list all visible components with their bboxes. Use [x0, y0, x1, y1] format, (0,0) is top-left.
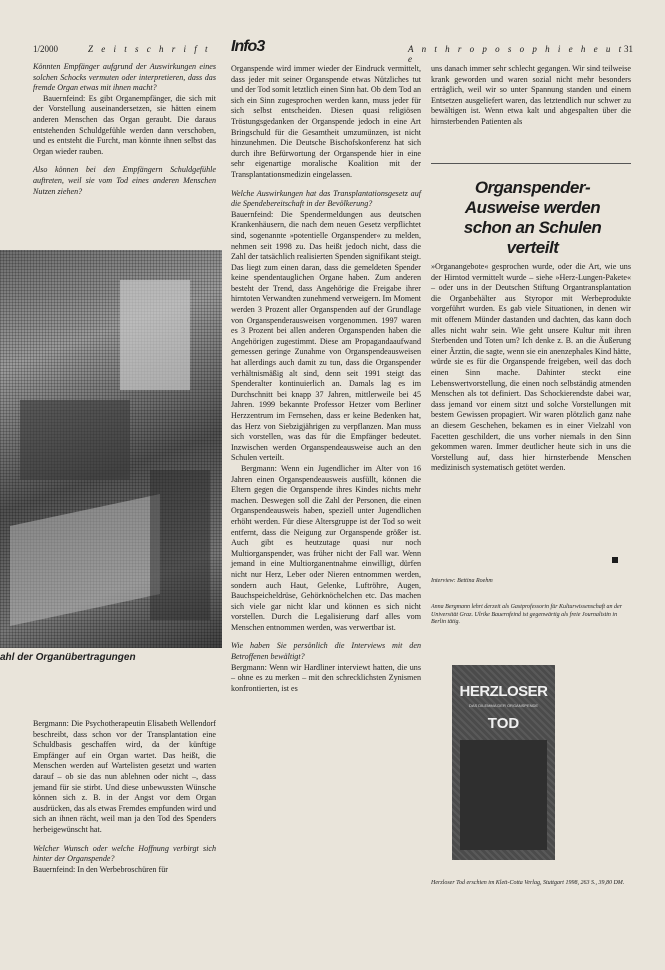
question-paragraph: Wie haben Sie persönlich die Interviews mit den Betroffenen bewältigt?	[231, 641, 421, 662]
magazine-subtitle: A n t h r o p o s o p h i e h e u t e	[408, 44, 625, 64]
magazine-logo: Info3	[231, 38, 265, 55]
page-number: 31	[624, 44, 633, 54]
book-title-line2: TOD	[487, 715, 520, 732]
column-2	[231, 64, 421, 694]
column-1-top	[33, 62, 216, 197]
answer-paragraph: Bergmann: Wenn wir Hardliner interviewt hatten, die uns – ohne es zu merken – mit den schrecklichsten Zynismen konfrontierten, ist es	[231, 662, 421, 693]
issue-number: 1/2000	[33, 44, 59, 54]
page-header	[33, 38, 633, 64]
book-caption: Herzloser Tod erschien im Klett-Cotta Verlag, Stuttgart 1998, 263 S., 39,80 DM.	[431, 880, 625, 886]
question-paragraph: Könnten Empfänger aufgrund der Auswirkungen eines solchen Schocks vermuten oder interpretieren, dass das fremde Organ etwas mit ihnen macht?	[33, 62, 216, 93]
column-3-main	[431, 262, 631, 474]
divider-line	[431, 163, 631, 164]
pull-quote-headline: Organspender-Ausweise werden schon an Schulen verteilt	[463, 178, 602, 257]
question-paragraph: Also können bei den Empfängern Schuldgefühle auftreten, weil sie vom Tod eines anderen Menschen Nutzen ziehen?	[33, 165, 216, 196]
answer-paragraph: Bergmann: Die Psychotherapeutin Elisabeth Wellendorf beschreibt, dass schon vor der Transplantation eine Schuldbasis geschaffen wird, da der künftige Empfänger auf ein Organ wartet. Das heißt, die Menschen werden auf Wartelisten gesetzt und warten darauf – ob sie das nun ablehnen oder nicht –, dass jemand für sie stirbt. Und diese unbewussten Wünsche können sich z. B. in der Angst vor dem Organ ausdrücken, das als etwas Fremdes empfunden wird und sich an ihnen rächt, weil man ja den Tod des Spenders herbeigewünscht hat.	[33, 719, 216, 834]
book-subtitle: DAS DILEMMA DER ORGANSPENDE	[468, 703, 539, 708]
answer-paragraph: Bauernfeind: Die Spendermeldungen aus deutschen Krankenhäusern, die nach dem neuen Gesetz verpflichtet sind, sogenannte »potentielle Organspender« zu melden, nehmen seit 1998 zu. Das heißt jedoch nicht, dass die Zahl der tatsächlich realisierten Spenden signifikant steigt. Das liegt zum einen daran, dass die gemeldeten Spender keine spendentauglichen Organe haben. Zum anderen besteht der Trend, dass Angehörige die Freigabe ihrer hirntoten Verwandten zunehmend verweigern. Im Moment werden 3 Prozent aller Organspenden auf der Grundlage von Organspenderausweisen vorgenommen. 1997 waren es 3 Prozent bei allen anderen Organspenden haben die Angehörigen zugestimmt. Diese am Propagandaaufwand gemessen geringe Zunahme von Organspendeausweisen hat allerdings auch damit zu tun, dass die Organspender verhältnismäßig alt sind, denn seit 1991 steigt das Spenderalter kontinuierlich an. Damals lag es im Durchschnitt bei knapp 37 Jahren, mittlerweile bei 45 Jahren. 1999 bekannte Professor Hetzer vom Berliner Herzzentrum im Fernsehen, dass er keine Bedenken hat, das Herz von Siebzigjährigen zu verpflanzen. Man muss sich vorstellen, was das für die Empfänger bedeutet. Inzwischen werden Organspendeausweise auch an den Schulen verteilt.	[231, 209, 421, 463]
answer-paragraph: Bauernfeind: Es gibt Organempfänger, die sich mit der Vorstellung auseinandersetzen, sie hätten einem anderen Menschen das Organ geraubt. Die daraus entstehenden Schuldgefühle werden dann verschoben, und es entsteht die Furcht, man könnte ihnen selbst das Organ wieder rauben.	[33, 93, 216, 156]
end-mark	[612, 557, 618, 563]
answer-paragraph: uns danach immer sehr schlecht gegangen. Wir sind teilweise krank geworden und waren sozial nicht mehr besonders erträglich, weil wir so unter Spannung standen und einem Entsetzen ausgeliefert waren, das letztendlich nur schwer zu bewältigen ist. Wenn etwa kalt und abgespalten über die hirnsterbenden Patienten als	[431, 64, 631, 126]
answer-paragraph: Bauernfeind: In den Werbebroschüren für	[33, 864, 168, 874]
book-cover-image	[460, 740, 547, 850]
question-paragraph: Welcher Wunsch oder welche Hoffnung verbirgt sich hinter der Organspende?	[33, 843, 216, 864]
book-cover	[452, 665, 555, 860]
question-paragraph: Welche Auswirkungen hat das Transplantationsgesetz auf die Spendebereitschaft in der Bevölkerung?	[231, 188, 421, 209]
book-title-line1: HERZLOSER	[459, 683, 548, 700]
answer-paragraph: Bergmann: Wenn ein Jugendlicher im Alter von 16 Jahren einen Organspendeausweis ausfüllt, können die Eltern gegen die Organspende ihres Kindes nichts mehr machen. Deswegen soll die Zahl der Personen, die einen Organspendeausweis haben, speziell unter Jugendlichen erhöht werden. Für diese Altersgruppe ist der Tod so weit entfernt, dass die Neigung zur Organspende größer ist. Auch gibt es heutzutage quasi nur noch Multiorganspender, was früher nicht der Fall war. Wenn jemand in eine Multiorganentnahme einwilligt, dürfen nicht nur Herz, Leber oder Nieren entnommen werden, sondern auch Haut, Gelenke, Luftröhre, Augen, Bauchspeicheldrüse, Gehörknöchelchen etc. Das machen sich viele gar nicht klar und können es sich nicht vorstellen. Durch die Legalisierung darf alles vom Menschen entnommen werden, was verwertbar ist.	[231, 463, 421, 632]
answer-paragraph: »Organangebote« gesprochen wurde, oder die Art, wie uns der Hirntod vermittelt wurde – siehe »Herz-Lungen-Pakete« – oder uns in der Deutschen Stiftung Organtransplantation die Organbehälter aus Styropor mit Werbeprodukte vorgeführt wurden. Es gab viele Situationen, in denen wir mit offenem Münder dastanden und dachten, das kann doch alles nicht wahr sein. Wie geht unsere Kultur mit ihren Sterbenden und Toten um? Ich denke z. B. an die Äußerung einer Ärztin, die sagte, wenn sie ein anenzephales Kind hätte, würde sie es für die Organspende freigeben, weil das doch einen Sinn mache. Dahinter steckt eine Lebenswertvorstellung, die einen noch selbständig atmenden Menschen als tot definiert. Das Schockierendste dabei war, dass jemand vor einem sitzt und solche Vorstellungen mit bestem Gewissen propagiert. Wir waren plötzlich ganz nahe an diesem Geschehen, bekamen es in einer Vielzahl von Facetten geschildert, die uns vorher niemals in den Sinn gekommen waren. Immer deutlicher heute sich in uns die Vorstellung auf, dass hier hirnsterbende Menschen medizinisch systematisch getötet werden.	[431, 262, 631, 473]
author-note: Anna Bergmann lehrt derzeit als Gastprofessorin für Kulturwissenschaft an der Universität Graz. Ulrike Bauernfeind ist gegenwärtig als freie Journalistin in Berlin tätig.	[431, 604, 623, 625]
hospital-photo	[0, 250, 222, 648]
interviewer-credit: Interview: Bettina Roehm	[431, 578, 493, 584]
column-1-bottom	[33, 719, 216, 875]
magazine-label: Z e i t s c h r i f t	[88, 44, 211, 54]
column-3-top	[431, 64, 631, 128]
photo-caption: ahl der Organübertragungen	[0, 652, 136, 663]
answer-paragraph: Organspende wird immer wieder der Eindruck vermittelt, dass jeder mit seiner Organspende etwas Nützliches tut und der Tod somit letztlich einen Sinn hat. Ob dem Tod an sich ein Sinn zugesprochen werden kann, muss jeder für sich selbst entscheiden. Diesen quasi religiösen Tröstungsgedanken der Organspende jedoch in eine Art Bringschuld für die Gesamtheit umzumünzen, ist nicht hinzunehmen. Die Deutsche Bischofskonferenz hat sich durch ihre Befürwortung der Organspende hier in eine sehr eigenartige moralische Koalition mit der Transplantationsmedizin eingelassen.	[231, 64, 421, 179]
